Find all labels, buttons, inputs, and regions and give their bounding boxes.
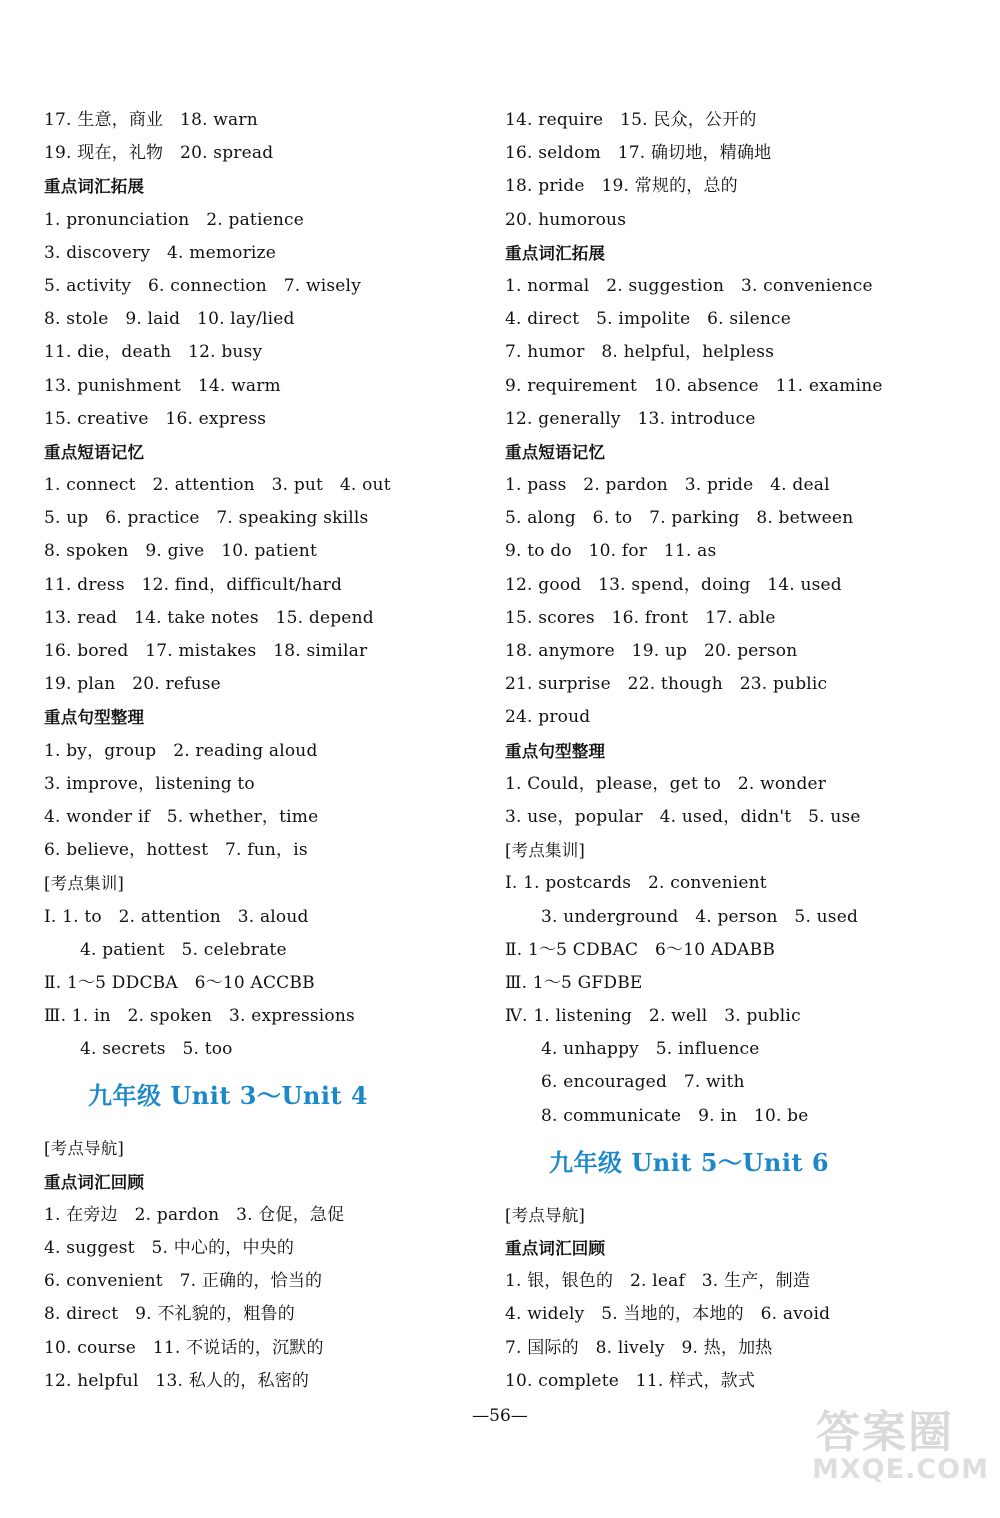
answer-line: 6. convenient 7. 正确的，恰当的 [44, 1271, 323, 1292]
answer-line: 10. complete 11. 样式，款式 [505, 1370, 756, 1391]
section-heading: 重点句型整理 [505, 741, 606, 761]
answer-line: 12. good 13. spend，doing 14. used [505, 574, 842, 595]
answer-line: 18. pride 19. 常规的，总的 [505, 176, 738, 197]
section-heading: 重点短语记忆 [44, 442, 145, 462]
answer-line: 13. punishment 14. warm [44, 375, 281, 396]
answer-line: 12. generally 13. introduce [505, 408, 756, 429]
answer-line: 1. Could，please，get to 2. wonder [505, 773, 827, 794]
answer-line: 11. die，death 12. busy [44, 342, 263, 363]
section-heading: 重点短语记忆 [505, 442, 606, 462]
answer-line: 24. proud [505, 707, 591, 728]
answer-line: 19. 现在，礼物 20. spread [44, 143, 274, 164]
answer-line: 1. connect 2. attention 3. put 4. out [44, 475, 391, 496]
answer-line: 12. helpful 13. 私人的，私密的 [44, 1370, 310, 1391]
watermark-logo: 答案圈 [816, 1407, 954, 1458]
section-heading: 重点词汇回顾 [44, 1172, 145, 1192]
left-column [44, 104, 464, 1398]
answer-line: 1. normal 2. suggestion 3. convenience [505, 275, 873, 296]
answer-line: 14. require 15. 民众，公开的 [505, 110, 757, 130]
answer-line: 3. improve，listening to [44, 773, 255, 794]
answer-line: 13. read 14. take notes 15. depend [44, 607, 374, 628]
answer-line: 10. course 11. 不说话的，沉默的 [44, 1337, 324, 1358]
page-number: —56— [472, 1406, 528, 1426]
answer-line: 8. communicate 9. in 10. be [541, 1105, 809, 1126]
section-label: [考点集训] [505, 841, 586, 861]
section-heading: 重点词汇拓展 [505, 243, 606, 263]
answer-line: 9. to do 10. for 11. as [505, 541, 717, 562]
answer-line: 19. plan 20. refuse [44, 674, 221, 695]
answer-line: 9. requirement 10. absence 11. examine [505, 375, 883, 396]
answer-line: 15. creative 16. express [44, 408, 267, 429]
watermark [812, 1396, 989, 1492]
answer-line: Ⅰ. 1. postcards 2. convenient [505, 873, 767, 894]
answer-line: 1. pronunciation 2. patience [44, 209, 304, 230]
answer-line: 8. stole 9. laid 10. lay/lied [44, 309, 295, 330]
answer-line: 7. 国际的 8. lively 9. 热，加热 [505, 1337, 773, 1358]
answer-line: 5. up 6. practice 7. speaking skills [44, 508, 369, 529]
answer-line: 4. suggest 5. 中心的，中央的 [44, 1238, 295, 1258]
answer-line: 11. dress 12. find，difficult/hard [44, 574, 343, 595]
answer-line: 1. by，group 2. reading aloud [44, 740, 318, 761]
unit-section-title: 九年级 Unit 3～Unit 4 [88, 1081, 369, 1111]
answer-line: 16. bored 17. mistakes 18. similar [44, 641, 368, 661]
answer-line: 4. secrets 5. too [80, 1039, 233, 1060]
answer-line: 6. believe，hottest 7. fun，is [44, 840, 308, 861]
answer-line: 7. humor 8. helpful，helpless [505, 342, 775, 363]
answer-line: 5. along 6. to 7. parking 8. between [505, 508, 854, 529]
answer-line: 20. humorous [505, 209, 627, 230]
answer-line: 4. unhappy 5. influence [541, 1039, 760, 1060]
answer-line: 15. scores 16. front 17. able [505, 607, 776, 628]
answer-line: Ⅲ. 1～5 GFDBE [505, 972, 643, 993]
answer-line: 3. underground 4. person 5. used [541, 906, 859, 927]
answer-line: 4. widely 5. 当地的，本地的 6. avoid [505, 1304, 831, 1325]
answer-line: Ⅱ. 1～5 CDBAC 6～10 ADABB [505, 939, 776, 960]
answer-line: 16. seldom 17. 确切地，精确地 [505, 143, 772, 164]
section-label: [考点集训] [44, 874, 125, 894]
section-label: [考点导航] [505, 1205, 586, 1225]
answer-line: 8. spoken 9. give 10. patient [44, 541, 317, 562]
answer-line: 3. discovery 4. memorize [44, 242, 276, 263]
answer-line: 8. direct 9. 不礼貌的，粗鲁的 [44, 1304, 295, 1325]
answer-line: 18. anymore 19. up 20. person [505, 641, 798, 661]
answer-line: Ⅲ. 1. in 2. spoken 3. expressions [44, 1006, 355, 1027]
answer-line: 4. wonder if 5. whether，time [44, 806, 319, 827]
section-heading: 重点句型整理 [44, 708, 145, 728]
answer-line: 4. direct 5. impolite 6. silence [505, 309, 791, 330]
answer-line: 3. use，popular 4. used，didn't 5. use [505, 806, 861, 827]
answer-line: Ⅳ. 1. listening 2. well 3. public [505, 1006, 801, 1027]
section-heading: 重点词汇回顾 [505, 1239, 606, 1258]
answer-line: Ⅰ. 1. to 2. attention 3. aloud [44, 906, 309, 927]
answer-line: Ⅱ. 1～5 DDCBA 6～10 ACCBB [44, 972, 315, 993]
section-label: [考点导航] [44, 1139, 125, 1159]
answer-line: 1. pass 2. pardon 3. pride 4. deal [505, 475, 830, 496]
answer-line: 21. surprise 22. though 23. public [505, 674, 828, 695]
answer-line: 17. 生意，商业 18. warn [44, 110, 258, 130]
answer-line: 5. activity 6. connection 7. wisely [44, 275, 361, 296]
watermark-url: MXQE.COM [812, 1454, 989, 1485]
answer-line: 6. encouraged 7. with [541, 1072, 745, 1093]
answer-line: 1. 银，银色的 2. leaf 3. 生产，制造 [505, 1271, 811, 1292]
right-column [505, 104, 965, 1398]
answer-line: 1. 在旁边 2. pardon 3. 仓促，急促 [44, 1204, 345, 1225]
section-heading: 重点词汇拓展 [44, 177, 145, 197]
answer-line: 4. patient 5. celebrate [80, 939, 287, 960]
unit-section-title: 九年级 Unit 5～Unit 6 [549, 1147, 830, 1177]
